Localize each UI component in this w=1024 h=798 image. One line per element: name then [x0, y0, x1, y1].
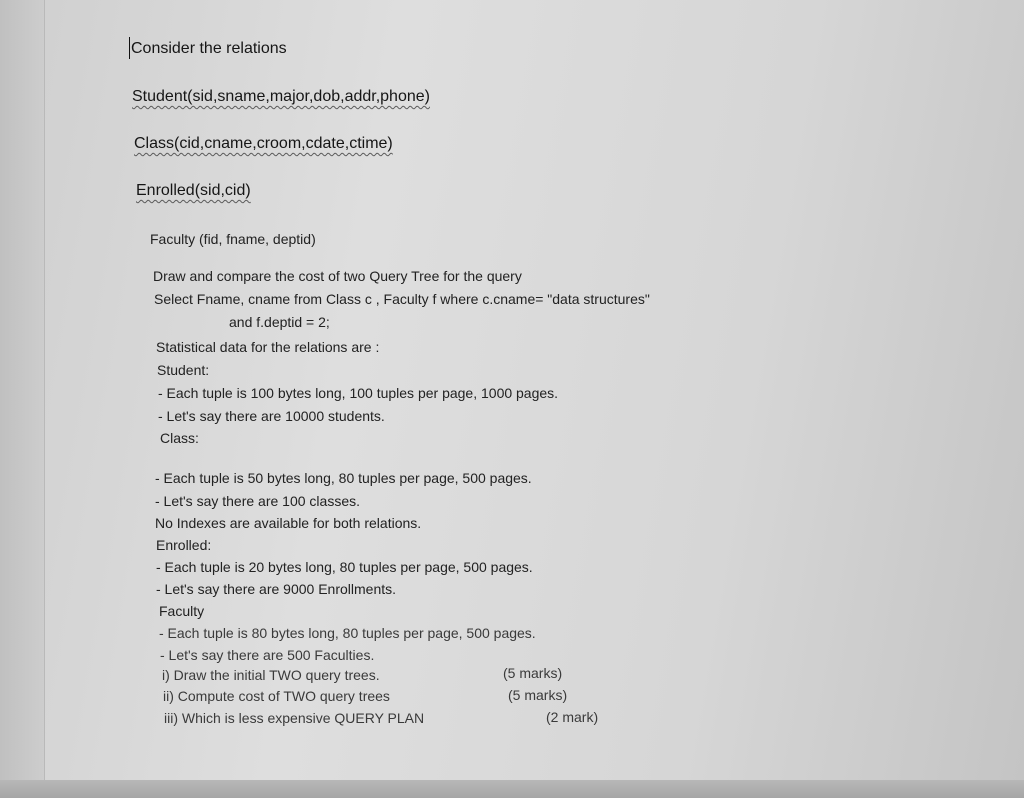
relation-faculty: Faculty (fid, fname, deptid)	[150, 231, 316, 247]
task-instruction: Draw and compare the cost of two Query Tree for the query	[153, 268, 522, 284]
page-left-margin	[0, 0, 45, 798]
relation-class: Class(cid,cname,croom,cdate,ctime)	[134, 135, 393, 152]
no-indexes-note: No Indexes are available for both relations.	[155, 515, 422, 531]
text-cursor	[129, 37, 130, 59]
question-1: i) Draw the initial TWO query trees.	[162, 667, 380, 683]
relation-student: Student(sid,sname,major,dob,addr,phone)	[132, 88, 430, 105]
query-line-1: Select Fname, cname from Class c , Faculty f where c.cname= "data structures"	[154, 291, 650, 307]
page-bottom-edge	[0, 780, 1024, 798]
student-detail-2: - Let's say there are 10000 students.	[158, 408, 385, 424]
faculty-detail-1: - Each tuple is 80 bytes long, 80 tuples per page, 500 pages.	[159, 625, 536, 641]
question-3: iii) Which is less expensive QUERY PLAN	[164, 710, 425, 726]
class-detail-1: - Each tuple is 50 bytes long, 80 tuples per page, 500 pages.	[155, 470, 532, 486]
student-detail-1: - Each tuple is 100 bytes long, 100 tuples per page, 1000 pages.	[158, 385, 559, 401]
query-line-2: and f.deptid = 2;	[229, 314, 330, 330]
relations-intro: Consider the relations	[131, 40, 287, 57]
enrolled-detail-1: - Each tuple is 20 bytes long, 80 tuples per page, 500 pages.	[156, 559, 533, 575]
question-3-marks: (2 mark)	[546, 709, 599, 725]
enrolled-detail-2: - Let's say there are 9000 Enrollments.	[156, 581, 397, 597]
faculty-detail-2: - Let's say there are 500 Faculties.	[160, 647, 375, 663]
student-label: Student:	[157, 362, 210, 378]
class-label: Class:	[160, 430, 199, 446]
enrolled-label: Enrolled:	[156, 537, 212, 553]
question-2-marks: (5 marks)	[508, 687, 568, 703]
stats-header: Statistical data for the relations are :	[156, 339, 380, 355]
relation-enrolled: Enrolled(sid,cid)	[136, 182, 251, 199]
question-2: ii) Compute cost of TWO query trees	[163, 688, 390, 704]
class-detail-2: - Let's say there are 100 classes.	[155, 493, 360, 509]
faculty-label: Faculty	[159, 603, 205, 619]
question-1-marks: (5 marks)	[503, 665, 563, 681]
